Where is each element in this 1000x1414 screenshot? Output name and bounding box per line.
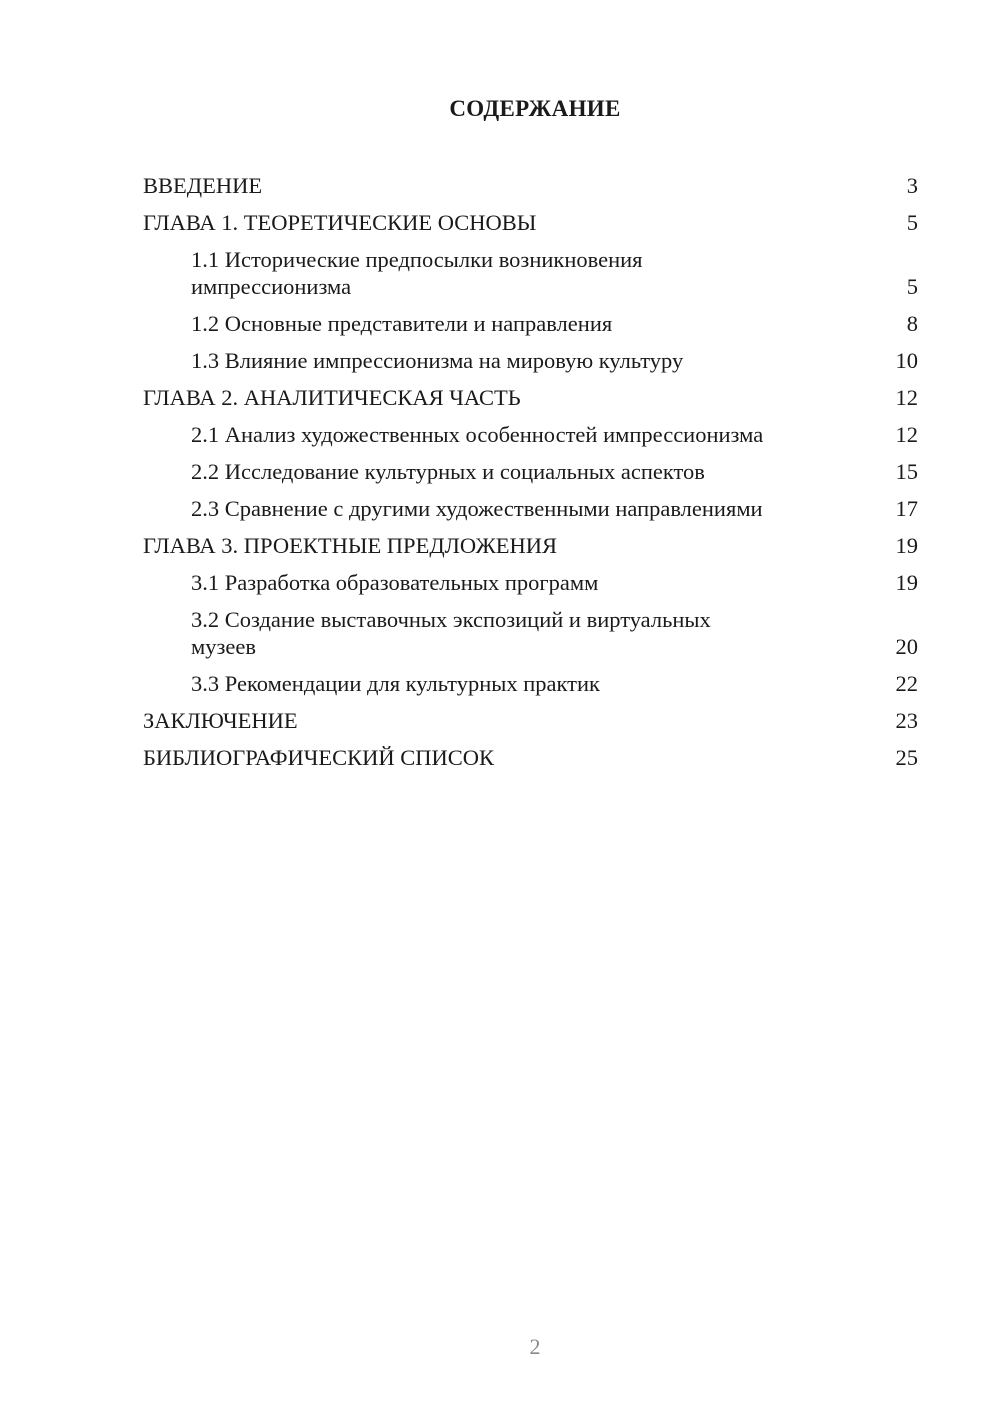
toc-entry-page: 12 xyxy=(895,385,918,410)
toc-entry-label: 3.3 Рекомендации для культурных практик xyxy=(191,671,600,696)
toc-entry-section-2-1 xyxy=(143,416,918,453)
toc-entry-label: ВВЕДЕНИЕ xyxy=(143,173,263,198)
toc-entry-section-3-3 xyxy=(143,665,918,702)
toc-entry-section-1-2 xyxy=(143,305,918,342)
toc-entry-page: 5 xyxy=(906,210,918,235)
toc-entry-page: 25 xyxy=(895,745,918,770)
page-number: 2 xyxy=(529,1334,541,1359)
toc-entry-page: 12 xyxy=(895,422,918,447)
toc-entry-label: 1.1 Исторические предпосылки возникновения импрессионизма xyxy=(191,247,643,299)
toc-entry-label: БИБЛИОГРАФИЧЕСКИЙ СПИСОК xyxy=(143,745,495,770)
toc-entry-page: 20 xyxy=(895,634,918,659)
table-of-contents xyxy=(143,167,918,776)
toc-entry-chapter-1 xyxy=(143,204,918,241)
toc-entry-section-2-3 xyxy=(143,490,918,527)
toc-entry-label: ГЛАВА 2. АНАЛИТИЧЕСКАЯ ЧАСТЬ xyxy=(143,385,521,410)
toc-entry-page: 3 xyxy=(906,173,918,198)
toc-entry-page: 17 xyxy=(895,496,918,521)
toc-entry-section-3-2 xyxy=(143,601,918,665)
toc-entry-label: ГЛАВА 3. ПРОЕКТНЫЕ ПРЕДЛОЖЕНИЯ xyxy=(143,533,558,558)
toc-entry-page: 5 xyxy=(906,274,918,299)
toc-entry-label: 2.1 Анализ художественных особенностей импрессионизма xyxy=(191,422,764,447)
toc-entry-section-3-1 xyxy=(143,564,918,601)
toc-entry-page: 19 xyxy=(895,570,918,595)
toc-entry-label: 1.3 Влияние импрессионизма на мировую культуру xyxy=(191,348,684,373)
toc-entry-label: 3.1 Разработка образовательных программ xyxy=(191,570,599,595)
toc-entry-section-2-2 xyxy=(143,453,918,490)
toc-entry-page: 23 xyxy=(895,708,918,733)
toc-entry-section-1-1 xyxy=(143,241,918,305)
toc-entry-label: 2.3 Сравнение с другими художественными направлениями xyxy=(191,496,763,521)
toc-entry-page: 15 xyxy=(895,459,918,484)
toc-entry-introduction xyxy=(143,167,918,204)
toc-entry-label: 1.2 Основные представители и направления xyxy=(191,311,613,336)
toc-entry-page: 8 xyxy=(906,311,918,336)
toc-entry-label: ЗАКЛЮЧЕНИЕ xyxy=(143,708,298,733)
toc-entry-chapter-3 xyxy=(143,527,918,564)
toc-entry-page: 10 xyxy=(895,348,918,373)
toc-entry-label: 3.2 Создание выставочных экспозиций и виртуальных музеев xyxy=(191,607,711,659)
page-title: СОДЕРЖАНИЕ xyxy=(449,96,621,121)
toc-entry-label: 2.2 Исследование культурных и социальных аспектов xyxy=(191,459,705,484)
toc-entry-page: 19 xyxy=(895,533,918,558)
toc-entry-page: 22 xyxy=(895,671,918,696)
toc-entry-bibliography xyxy=(143,739,918,776)
toc-entry-chapter-2 xyxy=(143,379,918,416)
toc-entry-label: ГЛАВА 1. ТЕОРЕТИЧЕСКИЕ ОСНОВЫ xyxy=(143,210,537,235)
toc-entry-section-1-3 xyxy=(143,342,918,379)
toc-entry-conclusion xyxy=(143,702,918,739)
